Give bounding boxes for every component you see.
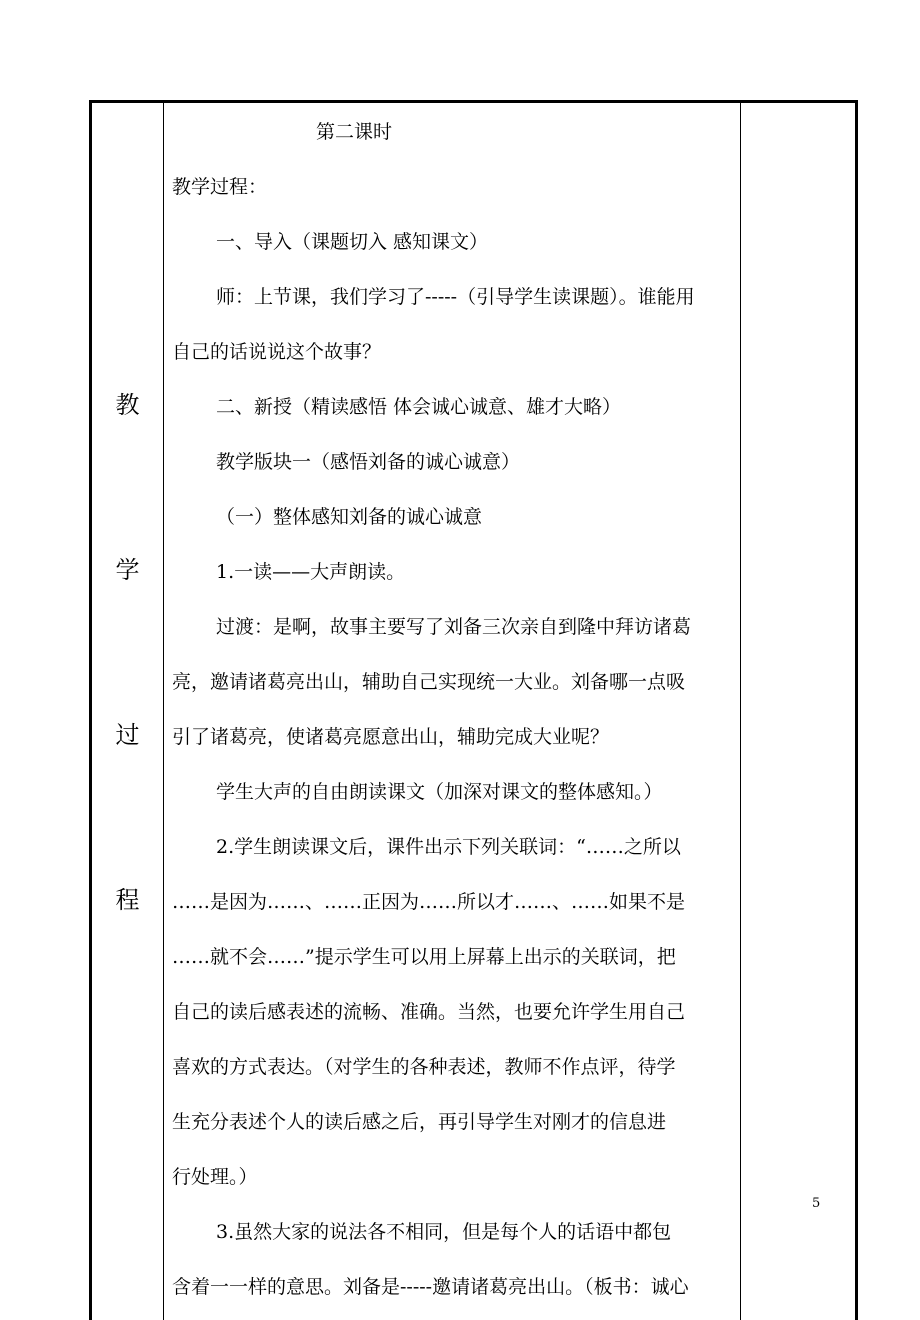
paragraph-line: 师：上节课，我们学习了-----（引导学生读课题）。谁能用 [216,286,695,308]
paragraph-line: 3.虽然大家的说法各不相同，但是每个人的话语中都包 [216,1221,672,1243]
paragraph-line: 亮，邀请诸葛亮出山，辅助自己实现统一大业。刘备哪一点吸 [172,671,686,693]
paragraph-line: 喜欢的方式表达。（对学生的各种表述，教师不作点评，待学 [172,1056,676,1078]
paragraph-line: 生充分表述个人的读后感之后，再引导学生对刚才的信息进 [172,1111,667,1133]
paragraph-line: 一、导入（课题切入 感知课文） [216,231,489,253]
lesson-title: 第二课时 [316,121,393,143]
column-divider-right [740,103,741,1320]
section-heading: 教学过程： [172,176,268,198]
paragraph-line: ……是因为……、……正因为……所以才……、……如果不是 [172,891,686,913]
paragraph-line: 教学版块一（感悟刘备的诚心诚意） [216,451,521,473]
paragraph-line: 过渡：是啊，故事主要写了刘备三次亲自到隆中拜访诸葛 [216,616,692,638]
paragraph-line: （一）整体感知刘备的诚心诚意 [216,506,483,528]
lesson-plan-table [89,100,858,1320]
paragraph-line: 2.学生朗读课文后，课件出示下列关联词：“……之所以 [216,836,681,858]
side-label-char: 程 [115,886,140,914]
paragraph-line: ……就不会……”提示学生可以用上屏幕上出示的关联词，把 [172,946,676,968]
paragraph-line: 含着一一样的意思。刘备是-----邀请诸葛亮出山。（板书：诚心 [172,1276,689,1298]
paragraph-line: 1.一读——大声朗读。 [216,561,406,583]
column-divider-left [163,103,164,1320]
side-label-char: 过 [115,721,140,749]
paragraph-line: 行处理。） [172,1166,258,1188]
page-number: 5 [812,1196,821,1211]
paragraph-line: 自己的话说说这个故事？ [172,341,382,363]
paragraph-line: 学生大声的自由朗读课文（加深对课文的整体感知。） [216,781,663,803]
paragraph-line: 二、新授（精读感悟 体会诚心诚意、雄才大略） [216,396,622,418]
side-label-char: 学 [115,556,140,584]
paragraph-line: 引了诸葛亮，使诸葛亮愿意出山，辅助完成大业呢？ [172,726,610,748]
paragraph-line: 自己的读后感表述的流畅、准确。当然，也要允许学生用自己 [172,1001,686,1023]
side-label-char: 教 [115,391,140,419]
